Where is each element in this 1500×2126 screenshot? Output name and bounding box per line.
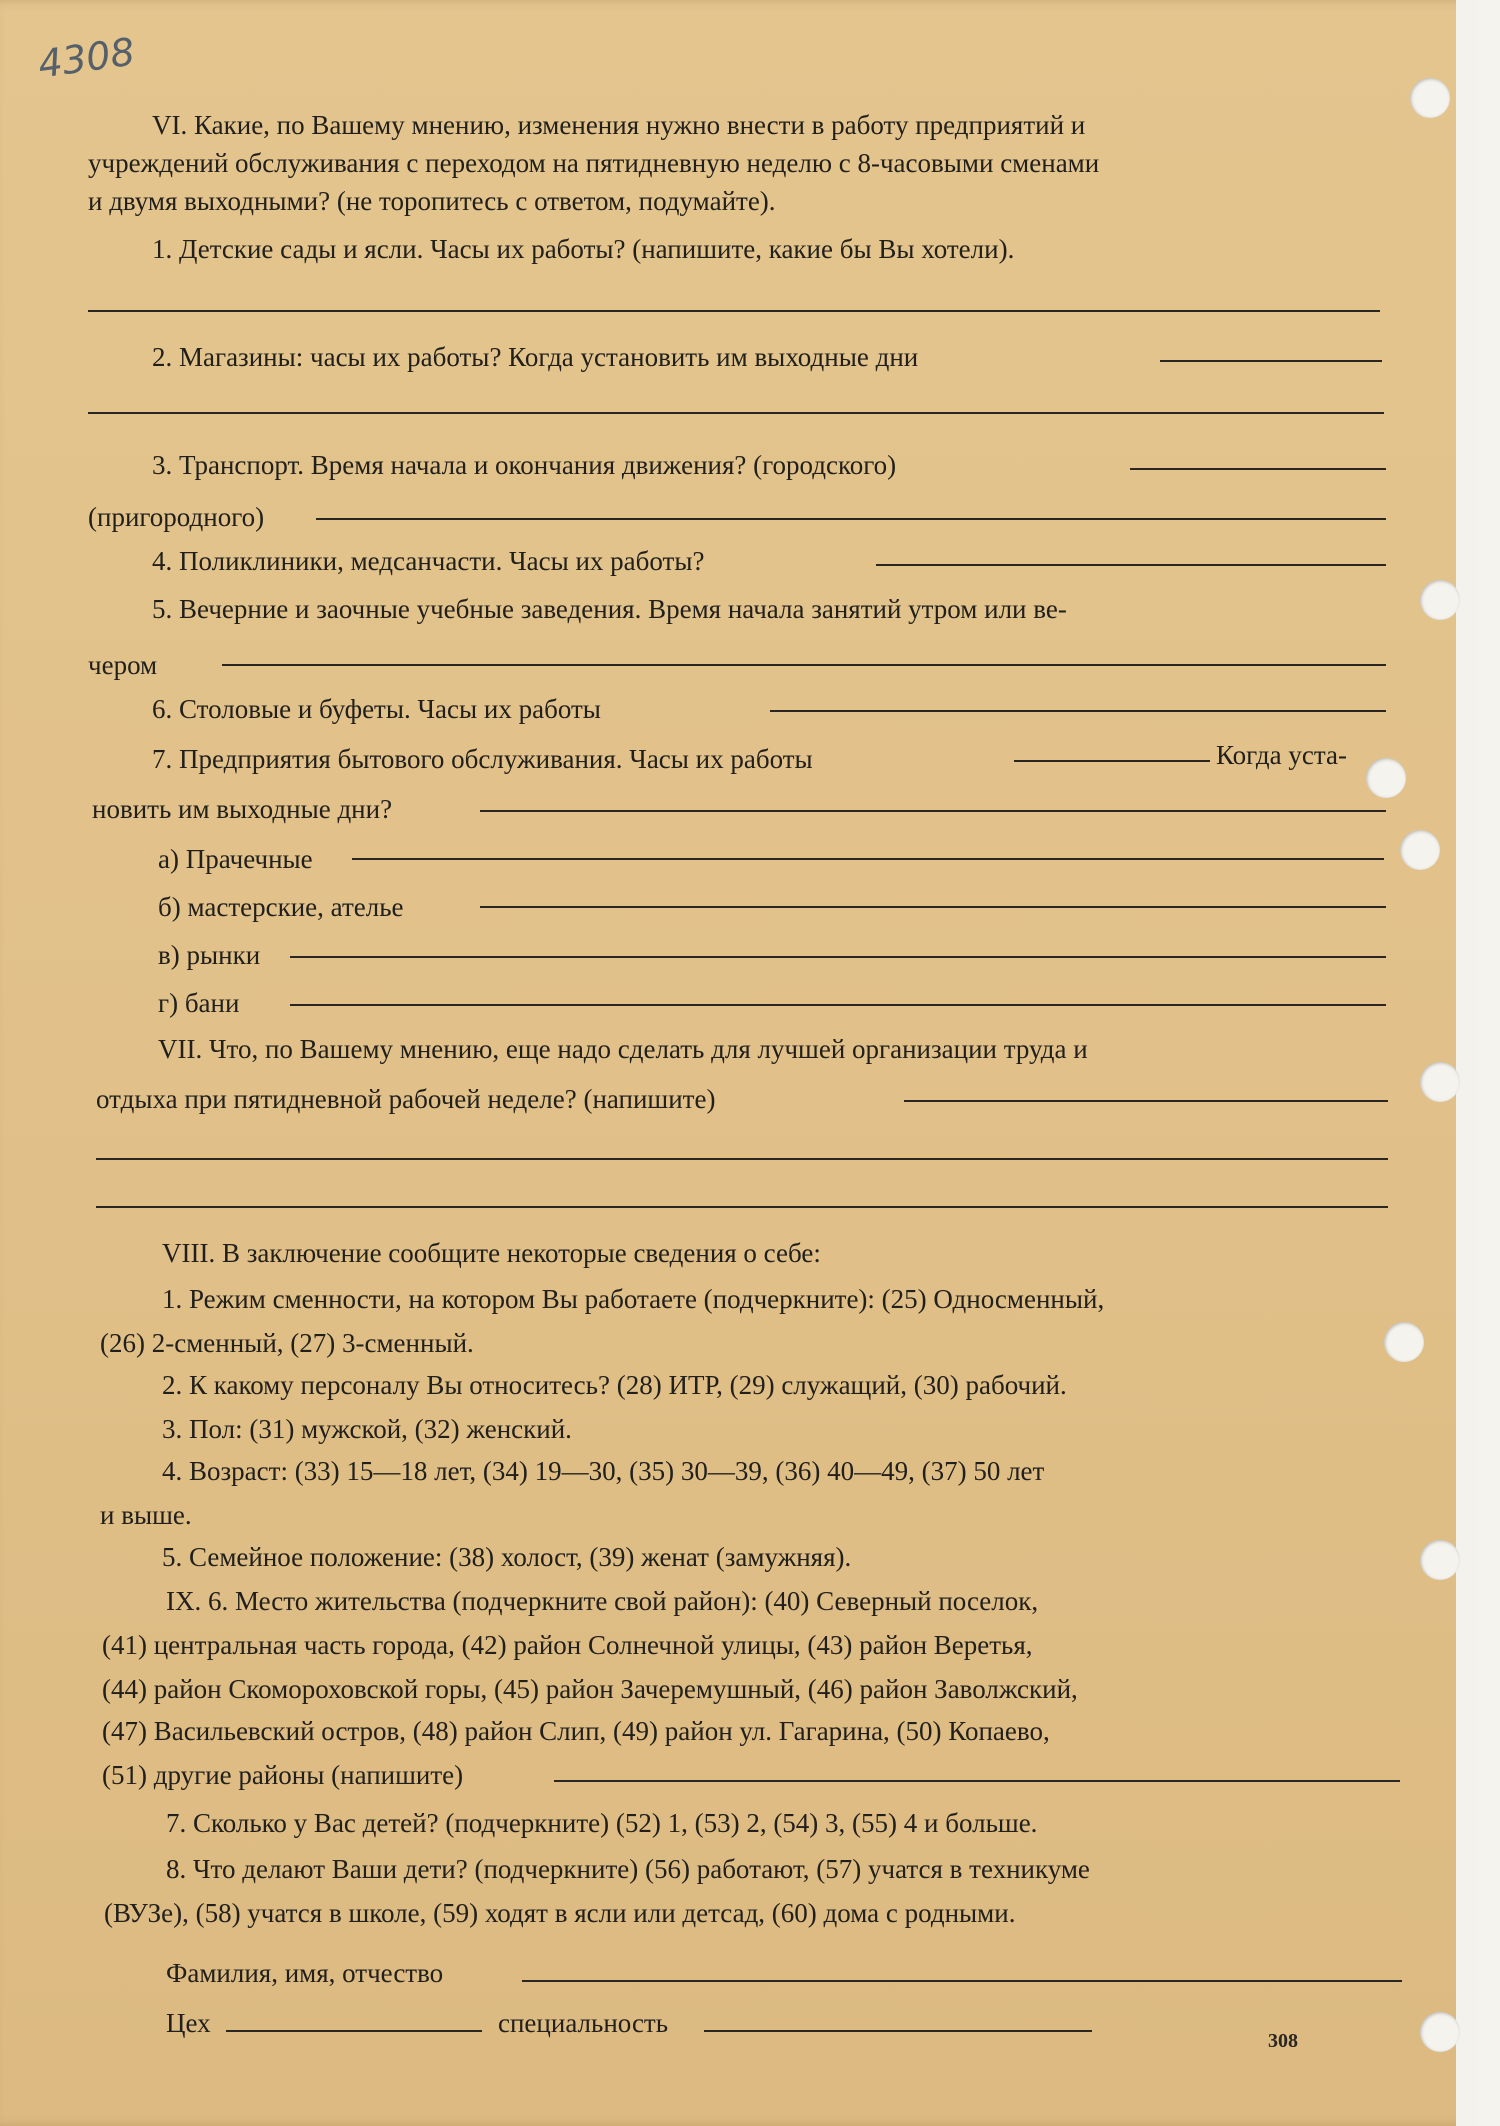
q8-4-age-line2: и выше. xyxy=(100,1500,192,1530)
punch-hole xyxy=(1420,1062,1460,1102)
full-name-line[interactable] xyxy=(522,1980,1402,1982)
q6-7b-workshops: б) мастерские, ателье xyxy=(158,892,404,922)
q9-8-children-activity-line1: 8. Что делают Ваши дети? (подчеркните) (56) работают, (57) учатся в техникуме xyxy=(166,1854,1090,1884)
punch-hole xyxy=(1400,830,1440,870)
full-name-label: Фамилия, имя, отчество xyxy=(166,1958,444,1988)
q8-2-personnel: 2. К какому персоналу Вы относитесь? (28) ИТР, (29) служащий, (30) рабочий. xyxy=(162,1370,1067,1400)
section7-line2: отдыха при пятидневной рабочей неделе? (напишите) xyxy=(96,1084,716,1114)
specialty-line[interactable] xyxy=(704,2030,1092,2032)
punch-hole xyxy=(1366,758,1406,798)
answer-line-q6-1[interactable] xyxy=(88,310,1380,312)
answer-line-q7-a[interactable] xyxy=(904,1100,1388,1102)
q8-4-age-line1: 4. Возраст: (33) 15—18 лет, (34) 19—30, (35) 30—39, (36) 40—49, (37) 50 лет xyxy=(162,1456,1045,1486)
section7-line1: VII. Что, по Вашему мнению, еще надо сделать для лучшей организации труда и xyxy=(158,1034,1088,1064)
punch-hole xyxy=(1420,2012,1460,2052)
punch-hole xyxy=(1384,1322,1424,1362)
q6-7d-baths: г) бани xyxy=(158,988,240,1018)
q6-2-shops: 2. Магазины: часы их работы? Когда установить им выходные дни xyxy=(152,342,919,372)
section8-heading: VIII. В заключение сообщите некоторые сведения о себе: xyxy=(162,1238,821,1268)
answer-line-q6-7-days[interactable] xyxy=(480,810,1386,812)
q6-7c-markets: в) рынки xyxy=(158,940,261,970)
answer-line-q6-7b[interactable] xyxy=(480,906,1386,908)
workshop-line[interactable] xyxy=(226,2030,482,2032)
section9-line3: (44) район Скомороховской горы, (45) район Зачеремушный, (46) район Заволжский, xyxy=(102,1674,1078,1704)
q6-4-clinics: 4. Поликлиники, медсанчасти. Часы их работы? xyxy=(152,546,705,576)
q8-5-marital: 5. Семейное положение: (38) холост, (39) женат (замужняя). xyxy=(162,1542,852,1572)
section9-line4: (47) Васильевский остров, (48) район Слип, (49) район ул. Гагарина, (50) Копаево, xyxy=(102,1716,1050,1746)
section9-line1: IX. 6. Место жительства (подчеркните свой район): (40) Северный поселок, xyxy=(166,1586,1039,1616)
q9-7-children-count: 7. Сколько у Вас детей? (подчеркните) (52) 1, (53) 2, (54) 3, (55) 4 и больше. xyxy=(166,1808,1038,1838)
answer-line-q6-7-hours[interactable] xyxy=(1014,760,1210,762)
punch-hole xyxy=(1410,78,1450,118)
q6-3-suburban-label: (пригородного) xyxy=(88,502,265,532)
q6-7a-laundries: а) Прачечные xyxy=(158,844,313,874)
q6-7-services-line1: 7. Предприятия бытового обслуживания. Часы их работы xyxy=(152,744,813,774)
section6-heading-line1: VI. Какие, по Вашему мнению, изменения нужно внести в работу предприятий и xyxy=(152,110,1086,140)
q6-7-services-when: Когда уста- xyxy=(1216,740,1347,770)
answer-line-q7-c[interactable] xyxy=(96,1206,1388,1208)
section6-heading-line3: и двумя выходными? (не торопитесь с ответом, подумайте). xyxy=(88,186,776,216)
answer-line-q6-4[interactable] xyxy=(876,564,1386,566)
q6-1-kindergartens: 1. Детские сады и ясли. Часы их работы? (напишите, какие бы Вы хотели). xyxy=(152,234,1015,264)
answer-line-q6-3-suburban[interactable] xyxy=(316,518,1386,520)
q8-1-shift-line2: (26) 2-сменный, (27) 3-сменный. xyxy=(100,1328,474,1358)
page-edge xyxy=(1456,0,1478,2126)
section9-line5: (51) другие районы (напишите) xyxy=(102,1760,464,1790)
q6-7-services-line2: новить им выходные дни? xyxy=(92,794,393,824)
answer-line-q6-7d[interactable] xyxy=(290,1004,1386,1006)
q6-3-transport: 3. Транспорт. Время начала и окончания движения? (городского) xyxy=(152,450,897,480)
q8-1-shift-line1: 1. Режим сменности, на котором Вы работаете (подчеркните): (25) Односменный, xyxy=(162,1284,1105,1314)
q6-6-canteens: 6. Столовые и буфеты. Часы их работы xyxy=(152,694,601,724)
specialty-label: специальность xyxy=(498,2008,669,2038)
q6-5-schools-line2: чером xyxy=(88,650,158,680)
section9-line2: (41) центральная часть города, (42) район Солнечной улицы, (43) район Веретья, xyxy=(102,1630,1033,1660)
answer-line-q6-7c[interactable] xyxy=(290,956,1386,958)
answer-line-q6-6[interactable] xyxy=(770,710,1386,712)
answer-line-q7-b[interactable] xyxy=(96,1158,1388,1160)
section6-heading-line2: учреждений обслуживания с переходом на пятидневную неделю с 8-часовыми сменами xyxy=(88,148,1100,178)
answer-line-other-district[interactable] xyxy=(554,1780,1400,1782)
punch-hole xyxy=(1420,580,1460,620)
handwritten-archive-number: 4308 xyxy=(35,29,138,87)
answer-line-q6-5[interactable] xyxy=(222,664,1386,666)
page-number: 308 xyxy=(1268,2030,1298,2052)
answer-line-q6-2[interactable] xyxy=(1160,360,1382,362)
answer-line-q6-2b[interactable] xyxy=(88,412,1384,414)
punch-hole xyxy=(1420,1540,1460,1580)
answer-line-q6-3-city[interactable] xyxy=(1130,468,1386,470)
answer-line-q6-7a[interactable] xyxy=(352,858,1384,860)
workshop-label: Цех xyxy=(166,2008,211,2038)
q9-8-children-activity-line2: (ВУЗе), (58) учатся в школе, (59) ходят в ясли или детсад, (60) дома с родными. xyxy=(104,1898,1016,1928)
q6-5-schools-line1: 5. Вечерние и заочные учебные заведения. Время начала занятий утром или ве- xyxy=(152,594,1067,624)
q8-3-sex: 3. Пол: (31) мужской, (32) женский. xyxy=(162,1414,572,1444)
